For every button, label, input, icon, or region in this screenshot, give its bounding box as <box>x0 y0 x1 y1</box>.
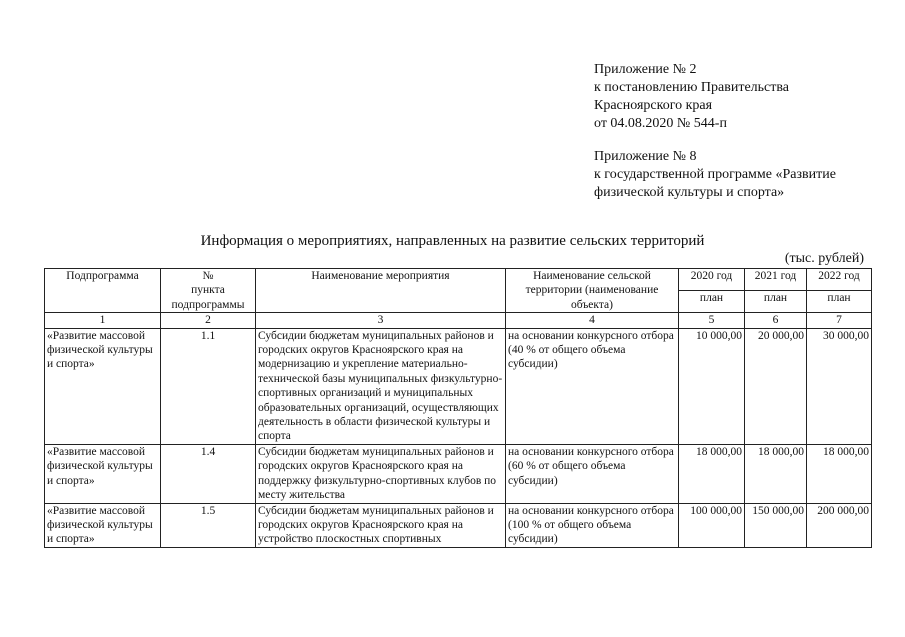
cell-amount-2020: 10 000,00 <box>679 328 745 444</box>
column-number: 7 <box>807 313 872 328</box>
cell-event-name: Субсидии бюджетам муниципальных районов и городских округов Красноярского края на поддержку физкультурно-спортивных клубов по месту жительства <box>256 444 506 503</box>
table-header-row <box>45 269 872 291</box>
header-subprogram: Подпрограмма <box>45 269 161 313</box>
appendix-2-line: Приложение № 2 <box>594 62 697 77</box>
table-row <box>45 444 872 503</box>
appendix-8-line: Приложение № 8 <box>594 149 697 164</box>
cell-territory: на основании конкурсного отбора (60 % от общего объема субсидии) <box>506 444 679 503</box>
cell-amount-2020: 18 000,00 <box>679 444 745 503</box>
column-number: 2 <box>161 313 256 328</box>
appendix-2-line: Красноярского края <box>594 98 713 113</box>
header-item-number-line: подпрограммы <box>171 298 245 311</box>
events-table <box>44 268 872 548</box>
column-number-row <box>45 313 872 328</box>
appendix-8-line: физической культуры и спорта» <box>594 185 785 200</box>
column-number: 1 <box>45 313 161 328</box>
column-number: 5 <box>679 313 745 328</box>
header-year-2021: 2021 год <box>745 269 807 291</box>
cell-item-number: 1.1 <box>161 328 256 444</box>
cell-amount-2021: 20 000,00 <box>745 328 807 444</box>
document-title: Информация о мероприятиях, направленных на развитие сельских территорий <box>200 233 705 249</box>
header-year-2022: 2022 год <box>807 269 872 291</box>
appendix-8-header <box>594 148 836 202</box>
column-number: 3 <box>256 313 506 328</box>
cell-subprogram: «Развитие массовой физической культуры и спорта» <box>45 444 161 503</box>
column-number: 4 <box>506 313 679 328</box>
cell-amount-2022: 200 000,00 <box>807 503 872 547</box>
table-row <box>45 328 872 444</box>
cell-amount-2022: 30 000,00 <box>807 328 872 444</box>
cell-subprogram: «Развитие массовой физической культуры и спорта» <box>45 503 161 547</box>
header-item-number-line: № <box>202 270 214 282</box>
units-note: (тыс. рублей) <box>784 251 864 266</box>
appendix-2-header <box>594 61 789 133</box>
column-number: 6 <box>745 313 807 328</box>
header-event-name: Наименование мероприятия <box>256 269 506 313</box>
header-plan-2020: план <box>679 291 745 313</box>
cell-event-name: Субсидии бюджетам муниципальных районов и городских округов Красноярского края на устройство плоскостных спортивных <box>256 503 506 547</box>
header-item-number <box>161 269 256 313</box>
header-territory: Наименование сельской территории (наименование объекта) <box>506 269 679 313</box>
cell-item-number: 1.5 <box>161 503 256 547</box>
cell-amount-2021: 18 000,00 <box>745 444 807 503</box>
cell-item-number: 1.4 <box>161 444 256 503</box>
appendix-2-line: от 04.08.2020 № 544-п <box>594 116 727 131</box>
appendix-2-line: к постановлению Правительства <box>594 80 790 95</box>
cell-amount-2020: 100 000,00 <box>679 503 745 547</box>
cell-amount-2021: 150 000,00 <box>745 503 807 547</box>
cell-subprogram: «Развитие массовой физической культуры и спорта» <box>45 328 161 444</box>
table-row <box>45 503 872 547</box>
cell-territory: на основании конкурсного отбора (100 % от общего объема субсидии) <box>506 503 679 547</box>
cell-amount-2022: 18 000,00 <box>807 444 872 503</box>
header-plan-2021: план <box>745 291 807 313</box>
appendix-8-line: к государственной программе «Развитие <box>594 167 836 182</box>
cell-event-name: Субсидии бюджетам муниципальных районов и городских округов Красноярского края на модернизацию и укрепление материально-технической базы муниципальных физкультурно-спортивных организаций и муниципальных образовательных организаций, осуществляющих деятельность в области физической культуры и спорта <box>256 328 506 444</box>
header-plan-2022: план <box>807 291 872 313</box>
cell-territory: на основании конкурсного отбора (40 % от общего объема субсидии) <box>506 328 679 444</box>
header-year-2020: 2020 год <box>679 269 745 291</box>
header-item-number-line: пункта <box>191 284 225 297</box>
